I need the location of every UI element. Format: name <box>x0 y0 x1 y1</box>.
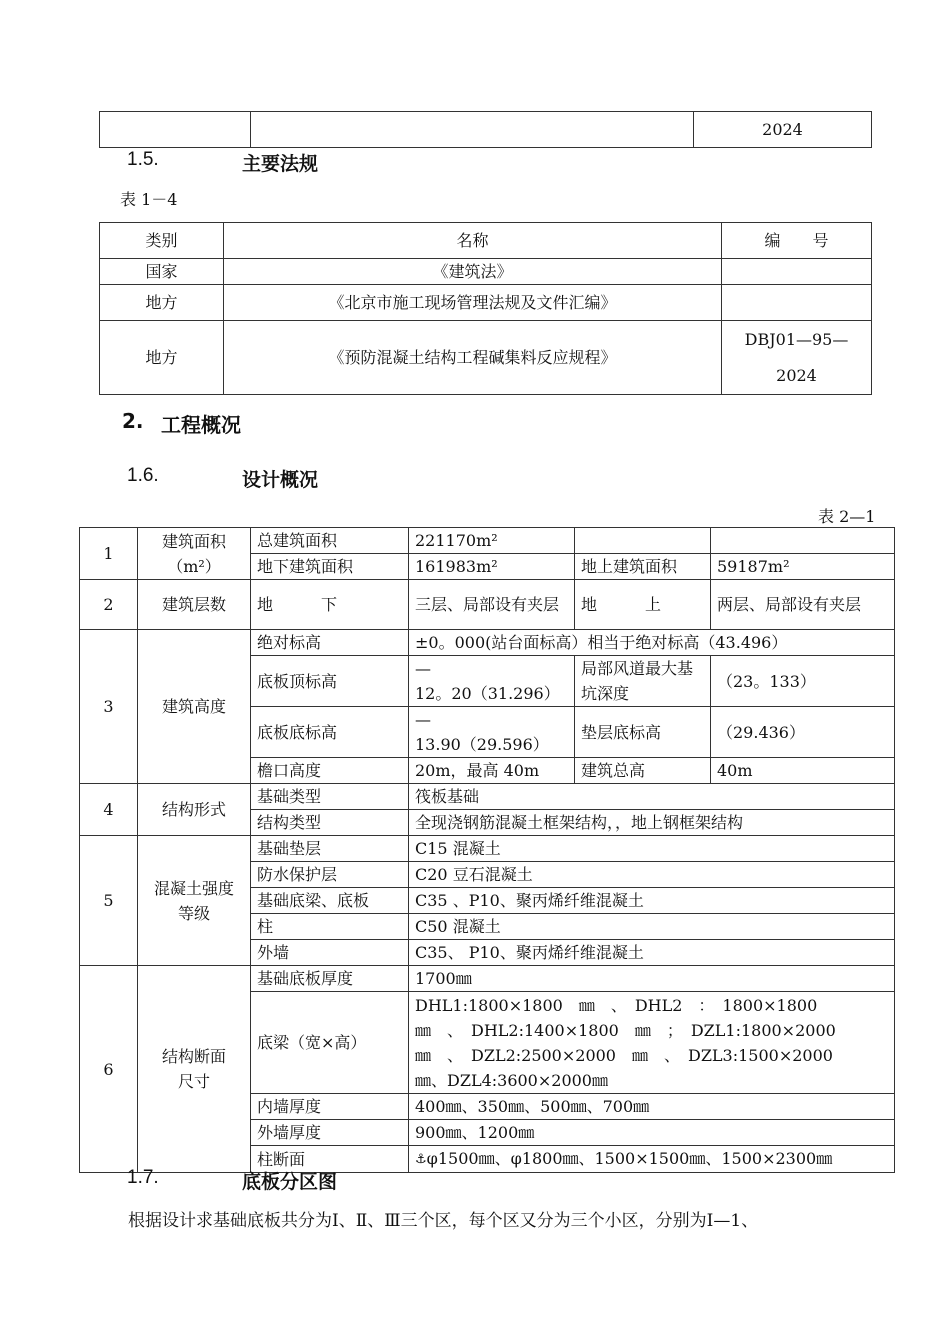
section-title: 底板分区图 <box>242 1171 338 1193</box>
category-cell <box>138 836 251 966</box>
category-cell: 结构形式 <box>138 784 251 836</box>
value-cell: C35 、P10、聚丙烯纤维混凝土 <box>409 888 895 914</box>
category-line: 混凝土强度 <box>153 878 234 898</box>
body-paragraph: 根据设计求基础底板共分为Ⅰ、Ⅱ、Ⅲ三个区，每个区又分为三个小区，分别为Ⅰ—1、 <box>128 1211 759 1231</box>
beam-line: DHL1:1800×1800 ㎜ 、 DHL2 ： 1800×1800 <box>415 995 818 1015</box>
section-number: 1.5. <box>127 149 159 170</box>
section-title: 主要法规 <box>242 153 319 175</box>
code-line: DBJ01—95— <box>744 329 849 349</box>
beam-line: ㎜ 、 DZL2:2500×2000 ㎜ 、 DZL3:1500×2000 <box>415 1045 833 1065</box>
table-row <box>100 285 872 321</box>
code-line: 2024 <box>776 365 817 385</box>
section-number: 1.7. <box>127 1167 159 1188</box>
table-caption: 表 1－4 <box>120 190 178 209</box>
value-cell: 筏板基础 <box>409 784 895 810</box>
value-line: 12。20（31.296） <box>415 684 560 703</box>
beam-line: ㎜、DZL4:3600×2000㎜ <box>415 1070 608 1090</box>
value-cell: ±0。000(站台面标高）相当于绝对标高（43.496） <box>409 630 895 656</box>
label-cell: 基础底梁、底板 <box>251 888 409 914</box>
value-line: 13.90（29.596） <box>415 735 549 754</box>
code-cell <box>722 285 872 321</box>
label-cell: 外墙厚度 <box>251 1120 409 1146</box>
value-cell: 两层、局部设有夹层 <box>711 580 895 630</box>
label-cell: 内墙厚度 <box>251 1094 409 1120</box>
row-number: 6 <box>80 966 138 1173</box>
top-table-cell-empty <box>100 112 251 148</box>
value-line: — <box>415 659 431 678</box>
category-cell <box>138 966 251 1173</box>
value-cell: 900㎜、1200㎜ <box>409 1120 895 1146</box>
top-table-code-cell: 2024 <box>694 112 872 148</box>
top-table <box>99 111 872 148</box>
label-cell: 防水保护层 <box>251 862 409 888</box>
header-name: 名称 <box>224 223 722 259</box>
value-cell: 59187m² <box>711 554 895 580</box>
label-cell: 檐口高度 <box>251 758 409 784</box>
anchor-mark-icon: ⚓︎ <box>415 1152 427 1167</box>
value-cell: 400㎜、350㎜、500㎜、700㎜ <box>409 1094 895 1120</box>
category-cell: 地方 <box>100 285 224 321</box>
value-cell <box>409 992 895 1094</box>
value-cell: C20 豆石混凝土 <box>409 862 895 888</box>
name-cell: 《建筑法》 <box>224 259 722 285</box>
value-cell: 161983m² <box>409 554 575 580</box>
value-cell <box>409 1146 895 1173</box>
design-overview-table <box>79 527 895 1173</box>
table-row <box>100 259 872 285</box>
value-cell: 三层、局部设有夹层 <box>409 580 575 630</box>
value-cell: 1700㎜ <box>409 966 895 992</box>
value-cell: C15 混凝土 <box>409 836 895 862</box>
label-cell: 底梁（宽×高） <box>251 992 409 1094</box>
header-category: 类别 <box>100 223 224 259</box>
label-cell: 结构类型 <box>251 810 409 836</box>
label-cell: 垫层底标高 <box>575 707 711 758</box>
category-cell: 建筑高度 <box>138 630 251 784</box>
label-cell: 地 下 <box>251 580 409 630</box>
label-cell: 绝对标高 <box>251 630 409 656</box>
value-cell: （23。133） <box>711 656 895 707</box>
value-cell: 20m，最高 40m <box>409 758 575 784</box>
label-cell: 柱 <box>251 914 409 940</box>
section-title: 设计概况 <box>242 469 319 491</box>
label-cell: 地下建筑面积 <box>251 554 409 580</box>
label-cell: 建筑总高 <box>575 758 711 784</box>
label-cell: 地 上 <box>575 580 711 630</box>
value-cell <box>409 707 575 758</box>
row-number: 1 <box>80 528 138 580</box>
empty-cell <box>575 528 711 554</box>
category-cell: 国家 <box>100 259 224 285</box>
header-code: 编 号 <box>722 223 872 259</box>
value-text: φ1500㎜、φ1800㎜、1500×1500㎜、1500×2300㎜ <box>426 1149 833 1168</box>
top-table-cell-empty <box>251 112 694 148</box>
empty-cell <box>711 528 895 554</box>
label-cell: 总建筑面积 <box>251 528 409 554</box>
chapter-number: 2. <box>122 409 144 433</box>
category-line: 建筑面积 <box>161 531 226 551</box>
label-cell: 柱断面 <box>251 1146 409 1173</box>
label-cell: 底板顶标高 <box>251 656 409 707</box>
value-cell: 40m <box>711 758 895 784</box>
label-cell: 底板底标高 <box>251 707 409 758</box>
label-cell: 基础类型 <box>251 784 409 810</box>
row-number: 3 <box>80 630 138 784</box>
category-line: 尺寸 <box>177 1072 210 1091</box>
row-number: 2 <box>80 580 138 630</box>
beam-line: ㎜ 、 DHL2:1400×1800 ㎜ ； DZL1:1800×2000 <box>415 1020 836 1040</box>
table-row <box>100 321 872 395</box>
value-cell: 全现浇钢筋混凝土框架结构，，地上钢框架结构 <box>409 810 895 836</box>
category-line: （m²） <box>167 556 221 576</box>
name-cell: 《预防混凝土结构工程碱集料反应规程》 <box>224 321 722 395</box>
name-cell: 《北京市施工现场管理法规及文件汇编》 <box>224 285 722 321</box>
category-cell: 建筑层数 <box>138 580 251 630</box>
code-cell <box>722 321 872 395</box>
label-cell: 基础垫层 <box>251 836 409 862</box>
row-number: 4 <box>80 784 138 836</box>
label-cell: 地上建筑面积 <box>575 554 711 580</box>
category-cell: 地方 <box>100 321 224 395</box>
chapter-title: 工程概况 <box>161 413 241 437</box>
value-cell <box>409 656 575 707</box>
label-cell: 局部风道最大基坑深度 <box>575 656 711 707</box>
row-number: 5 <box>80 836 138 966</box>
code-cell <box>722 259 872 285</box>
section-number: 1.6. <box>127 465 159 486</box>
regulations-table <box>99 222 872 395</box>
category-line: 结构断面 <box>161 1047 226 1066</box>
value-cell: 221170m² <box>409 528 575 554</box>
value-cell: C35、 P10、聚丙烯纤维混凝土 <box>409 940 895 966</box>
label-cell: 基础底板厚度 <box>251 966 409 992</box>
label-cell: 外墙 <box>251 940 409 966</box>
value-cell: （29.436） <box>711 707 895 758</box>
value-cell: C50 混凝土 <box>409 914 895 940</box>
table-caption: 表 2—1 <box>818 507 876 526</box>
category-line: 等级 <box>177 903 210 923</box>
value-line: — <box>415 710 431 729</box>
category-cell <box>138 528 251 580</box>
